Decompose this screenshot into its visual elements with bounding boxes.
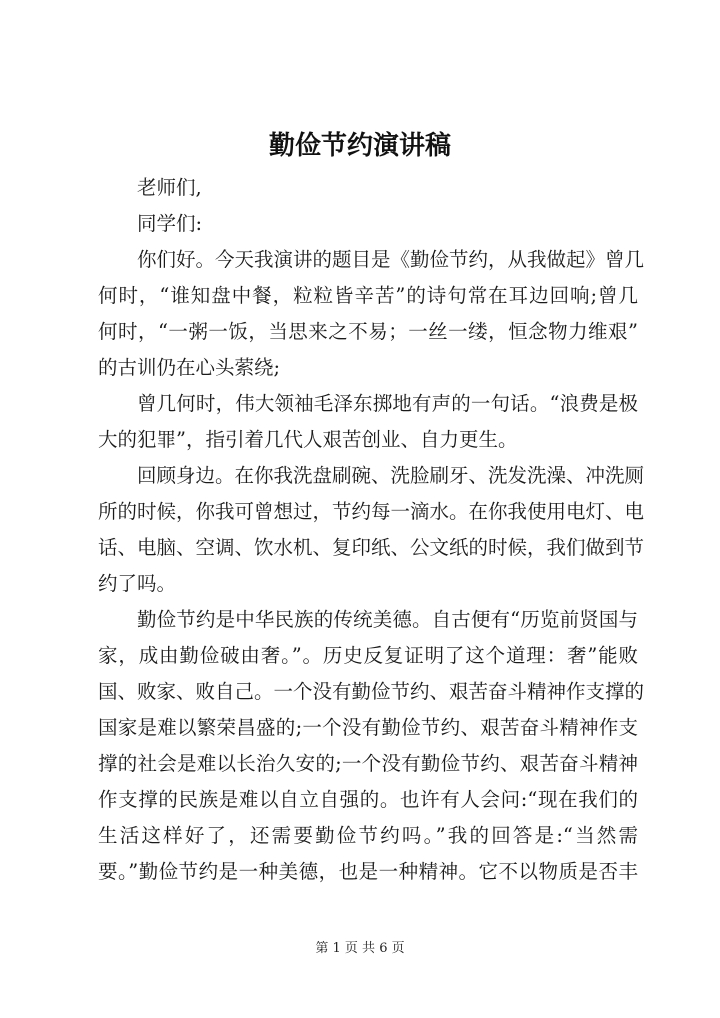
text-line: 勤俭节约是中华民族的传统美德。自古便有“历览前贤国与 bbox=[137, 608, 638, 631]
text-line: 要。”勤俭节约是一种美德，也是一种精神。它不以物质是否丰 bbox=[98, 860, 638, 883]
document-body bbox=[98, 170, 645, 890]
text-line: 老师们, bbox=[137, 176, 202, 199]
text-line: 作支撑的民族是难以自立自强的。也许有人会问:“现在我们的 bbox=[98, 788, 638, 811]
text-line: 约了吗。 bbox=[98, 572, 177, 595]
text-line: 生活这样好了，还需要勤俭节约吗。”我的回答是:“当然需 bbox=[98, 824, 638, 847]
text-line: 何时，“谁知盘中餐，粒粒皆辛苦”的诗句常在耳边回响;曾几 bbox=[98, 284, 638, 307]
text-line: 回顾身边。在你我洗盘刷碗、洗脸刷牙、洗发洗澡、冲洗厕 bbox=[137, 464, 645, 487]
text-line: 何时，“一粥一饭，当思来之不易；一丝一缕，恒念物力维艰” bbox=[98, 320, 638, 343]
text-line: 的古训仍在心头萦绕; bbox=[98, 356, 281, 379]
page-title: 勤俭节约演讲稿 bbox=[268, 131, 451, 161]
text-line: 撑的社会是难以长治久安的;一个没有勤俭节约、艰苦奋斗精神 bbox=[98, 752, 638, 775]
text-line: 家，成由勤俭破由奢。”。历史反复证明了这个道理：奢”能败 bbox=[98, 644, 638, 667]
text-line: 大的犯罪”，指引着几代人艰苦创业、自力更生。 bbox=[98, 428, 518, 451]
text-line: 国、败家、败自己。一个没有勤俭节约、艰苦奋斗精神作支撑的 bbox=[98, 680, 645, 703]
page-number: 第 1 页 共 6 页 bbox=[315, 941, 405, 956]
text-line: 话、电脑、空调、饮水机、复印纸、公文纸的时候，我们做到节 bbox=[98, 536, 645, 559]
text-line: 国家是难以繁荣昌盛的;一个没有勤俭节约、艰苦奋斗精神作支 bbox=[98, 716, 638, 739]
text-line: 同学们: bbox=[137, 212, 203, 235]
text-line: 你们好。今天我演讲的题目是《勤俭节约，从我做起》曾几 bbox=[137, 248, 645, 271]
text-line: 曾几何时，伟大领袖毛泽东掷地有声的一句话。“浪费是极 bbox=[137, 392, 638, 415]
text-line: 所的时候，你我可曾想过，节约每一滴水。在你我使用电灯、电 bbox=[98, 500, 645, 523]
